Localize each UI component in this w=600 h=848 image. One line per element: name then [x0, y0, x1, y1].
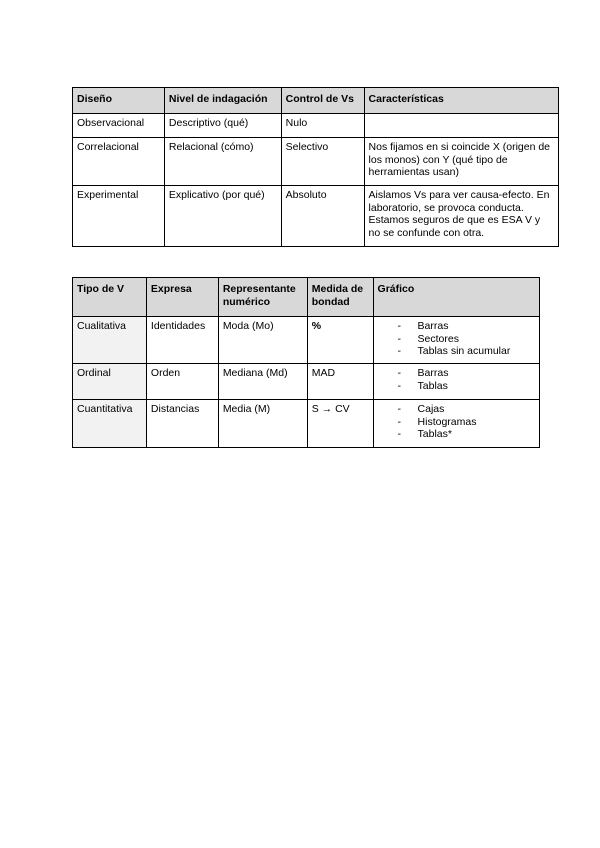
table-cell: Identidades	[146, 317, 218, 364]
table-cell: MAD	[307, 364, 373, 400]
table-cell: Ordinal	[73, 364, 147, 400]
header-cell: Expresa	[146, 278, 218, 317]
table-cell: S → CV	[307, 400, 373, 448]
design-table	[72, 87, 559, 247]
list-item: - Tablas	[398, 380, 535, 393]
header-cell: Control de Vs	[281, 88, 364, 114]
table-cell: %	[307, 317, 373, 364]
chart-list	[378, 403, 535, 441]
header-cell: Representante numérico	[218, 278, 307, 317]
list-item: - Tablas*	[398, 428, 535, 441]
table-cell	[373, 317, 539, 364]
table-cell: Relacional (cómo)	[164, 138, 281, 186]
chart-list	[378, 367, 535, 392]
header-cell: Nivel de indagación	[164, 88, 281, 114]
list-item: - Cajas	[398, 403, 535, 416]
table-header-row	[73, 278, 540, 317]
list-item: - Histogramas	[398, 416, 535, 429]
table-cell: Media (M)	[218, 400, 307, 448]
table-row	[73, 364, 540, 400]
table-row	[73, 186, 559, 247]
table-cell: Experimental	[73, 186, 165, 247]
table-cell: Distancias	[146, 400, 218, 448]
list-item: - Tablas sin acumular	[398, 345, 535, 358]
table-cell	[373, 400, 539, 448]
header-cell: Tipo de V	[73, 278, 147, 317]
header-cell: Características	[364, 88, 558, 114]
table-row	[73, 317, 540, 364]
table-cell: Mediana (Md)	[218, 364, 307, 400]
table-cell: Cuantitativa	[73, 400, 147, 448]
table-cell: Correlacional	[73, 138, 165, 186]
table-cell: Cualitativa	[73, 317, 147, 364]
table-cell: Nos fijamos en si coincide X (origen de los monos) con Y (qué tipo de herramientas usan)	[364, 138, 558, 186]
list-item: - Barras	[398, 320, 535, 333]
table-row	[73, 138, 559, 186]
list-item: - Sectores	[398, 333, 535, 346]
table-cell: Orden	[146, 364, 218, 400]
table-cell: Absoluto	[281, 186, 364, 247]
list-item: - Barras	[398, 367, 535, 380]
table-row	[73, 400, 540, 448]
table-cell: Nulo	[281, 114, 364, 138]
table-cell: Aislamos Vs para ver causa-efecto. En laboratorio, se provoca conducta. Estamos seguros de que es ESA V y no se confunde con otra.	[364, 186, 558, 247]
header-cell: Gráfico	[373, 278, 539, 317]
table-row	[73, 114, 559, 138]
table-cell: Descriptivo (qué)	[164, 114, 281, 138]
table-cell: Selectivo	[281, 138, 364, 186]
table-cell: Moda (Mo)	[218, 317, 307, 364]
table-cell	[364, 114, 558, 138]
chart-list	[378, 320, 535, 358]
header-cell: Diseño	[73, 88, 165, 114]
variable-type-table	[72, 277, 540, 448]
header-cell: Medida de bondad	[307, 278, 373, 317]
table-cell: Explicativo (por qué)	[164, 186, 281, 247]
table-cell: Observacional	[73, 114, 165, 138]
table-header-row	[73, 88, 559, 114]
table-cell	[373, 364, 539, 400]
